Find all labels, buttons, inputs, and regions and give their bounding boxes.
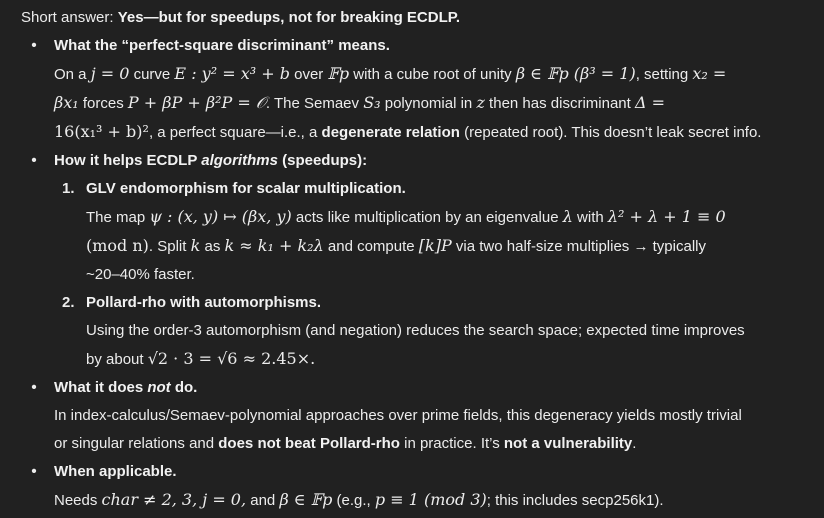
list-number: 1. xyxy=(62,180,75,197)
math-sqrt6: √2 · 3 = √6 ≈ 2.45×. xyxy=(147,349,316,368)
text: with xyxy=(572,209,608,226)
math-j0: j = 0 xyxy=(90,64,130,83)
bullet-1-body xyxy=(21,60,817,147)
text: curve xyxy=(129,66,175,83)
bullet-4-body xyxy=(21,486,817,515)
text: (repeated root). This doesn’t leak secret info. xyxy=(459,124,762,141)
text: polynomial in xyxy=(380,95,477,112)
ordered-item-glv xyxy=(21,175,817,203)
text: do. xyxy=(170,379,198,396)
intro-label: Short answer: xyxy=(21,9,118,26)
bullet-icon: • xyxy=(31,379,37,396)
list-number: 2. xyxy=(62,294,75,311)
math-split: k ≈ k₁ + k₂λ xyxy=(224,236,324,255)
math-lambda: λ xyxy=(562,207,573,226)
text: . xyxy=(632,435,637,452)
text: as xyxy=(200,238,225,255)
bullet-item-discriminant xyxy=(21,32,817,60)
text-emphasis: not xyxy=(147,379,171,396)
bullet-item-not xyxy=(21,374,817,402)
text: , setting xyxy=(635,66,693,83)
text: . Split xyxy=(148,238,191,255)
math-char: char ≠ 2, 3, j = 0, xyxy=(101,490,247,509)
math-lambda-eq: λ² + λ + 1 ≡ 0 xyxy=(607,207,726,226)
bold-degenerate: degenerate relation xyxy=(321,124,460,141)
text: via two half-size multiplies → typically xyxy=(451,238,706,255)
math-k: k xyxy=(190,236,201,255)
text: The map xyxy=(86,209,150,226)
math-bx1: βx₁ xyxy=(54,93,79,112)
text: ~20–40% faster. xyxy=(86,266,195,283)
text: in practice. It’s xyxy=(399,435,504,452)
text: or singular relations and xyxy=(54,435,219,452)
bold-text: not a vulnerability xyxy=(503,435,633,452)
math-disc: 16(x₁³ + b)² xyxy=(54,122,149,141)
text: (e.g., xyxy=(332,492,375,509)
answer-content xyxy=(21,4,817,515)
text: In index-calculus/Semaev-polynomial approaches over prime fields, this degeneracy yields mostly trivial xyxy=(54,407,742,424)
bold-text: does not beat Pollard-rho xyxy=(218,435,400,452)
text: What it does xyxy=(54,379,148,396)
pollard-heading: Pollard-rho with automorphisms. xyxy=(86,294,322,311)
math-sum: P + βP + β²P = 𝒪 xyxy=(127,93,266,112)
intro-bold: Yes—but for speedups, not for breaking ECDLP. xyxy=(117,9,460,26)
text: Using the order-3 automorphism (and negation) reduces the search space; expected time improves xyxy=(86,322,745,339)
math-z: z xyxy=(476,93,485,112)
bullet-icon: • xyxy=(31,37,37,54)
text: then has discriminant xyxy=(484,95,635,112)
bullet-icon: • xyxy=(31,152,37,169)
text: , a perfect square—i.e., a xyxy=(148,124,322,141)
text: forces xyxy=(78,95,128,112)
math-beta-field: β ∈ 𝔽p xyxy=(279,490,333,509)
bullet-icon: • xyxy=(31,463,37,480)
text: . The Semaev xyxy=(265,95,364,112)
ordered-item-pollard xyxy=(21,289,817,317)
text: and compute xyxy=(323,238,419,255)
math-psi: ψ : (x, y) ↦ (βx, y) xyxy=(149,207,292,226)
text: ; this includes secp256k1). xyxy=(486,492,664,509)
bullet-3-body xyxy=(21,402,817,458)
pollard-body xyxy=(21,317,817,374)
text: On a xyxy=(54,66,91,83)
math-mod: (mod n) xyxy=(86,236,149,255)
text: How it helps ECDLP xyxy=(54,152,202,169)
math-x2: x₂ = xyxy=(692,64,727,83)
math-delta: Δ = xyxy=(634,93,666,112)
text: with a cube root of unity xyxy=(349,66,516,83)
glv-body xyxy=(21,203,817,289)
math-kp: [k]P xyxy=(418,236,452,255)
intro-line xyxy=(21,4,817,32)
math-s3: S₃ xyxy=(363,93,381,112)
math-curve: E : y² = x³ + b xyxy=(174,64,290,83)
glv-heading: GLV endomorphism for scalar multiplication. xyxy=(86,180,406,197)
bullet-item-speedups xyxy=(21,147,817,175)
math-field: 𝔽p xyxy=(327,64,350,83)
bullet-1-heading: What the “perfect-square discriminant” means. xyxy=(54,37,390,54)
bullet-item-applicable xyxy=(21,458,817,486)
math-p-mod: p ≡ 1 (mod 3) xyxy=(374,490,487,509)
math-beta: β ∈ 𝔽p (β³ = 1) xyxy=(515,64,636,83)
text: (speedups): xyxy=(277,152,368,169)
text: acts like multiplication by an eigenvalue xyxy=(291,209,563,226)
text: and xyxy=(246,492,280,509)
text: over xyxy=(289,66,328,83)
text: Needs xyxy=(54,492,102,509)
text: by about xyxy=(86,351,148,368)
text-emphasis: algorithms xyxy=(201,152,278,169)
bullet-4-heading: When applicable. xyxy=(54,463,177,480)
